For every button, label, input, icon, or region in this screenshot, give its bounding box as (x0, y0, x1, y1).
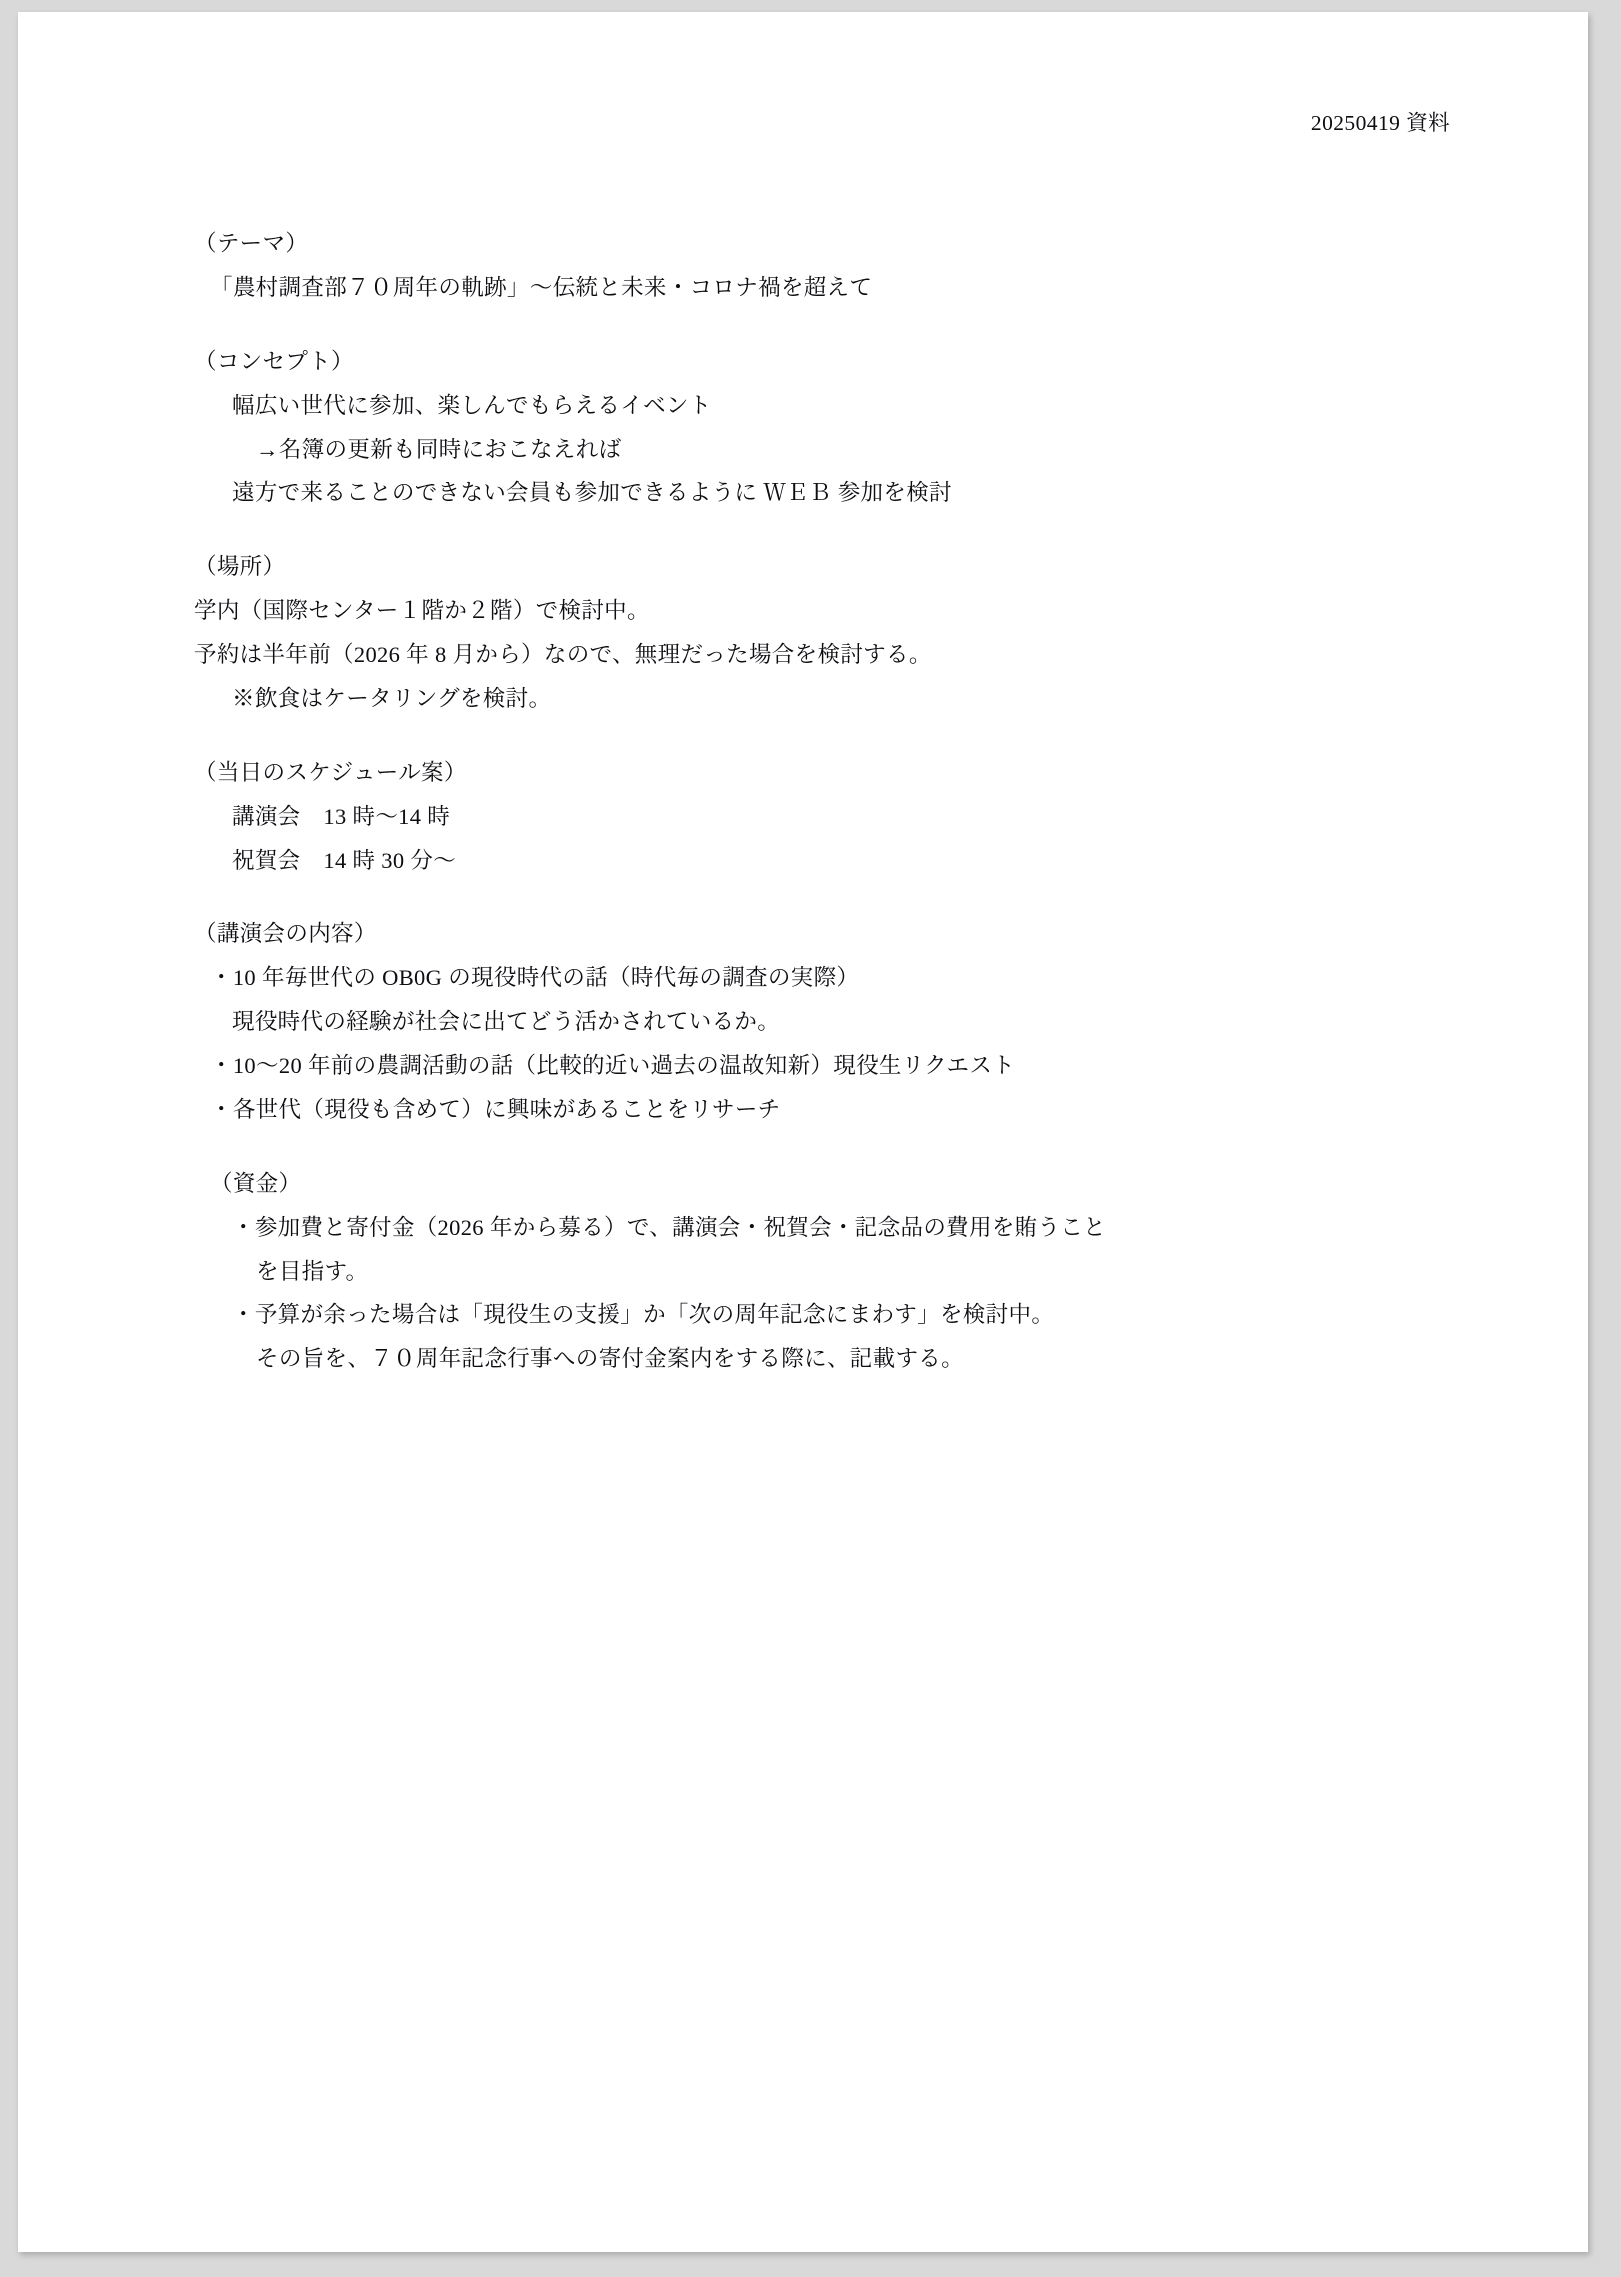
section-funding-line-1: ・参加費と寄付金（2026 年から募る）で、講演会・祝賀会・記念品の費用を賄うこと (232, 1214, 1107, 1240)
section-schedule (136, 751, 1470, 883)
section-schedule-heading: （当日のスケジュール案） (194, 759, 467, 785)
section-funding-line-4: その旨を、７０周年記念行事への寄付金案内をする際に、記載する。 (256, 1346, 964, 1372)
section-theme-heading: （テーマ） (194, 231, 309, 257)
section-concept-line-3: 遠方で来ることのできない会員も参加できるように ＷＥＢ 参加を検討 (232, 480, 952, 506)
section-concept-line-2: →名簿の更新も同時におこなえれば (256, 436, 622, 462)
section-concept (136, 340, 1470, 516)
section-theme (136, 222, 1470, 310)
section-funding (136, 1162, 1470, 1381)
section-lecture-line-2: 現役時代の経験が社会に出てどう活かされているか。 (232, 1009, 781, 1035)
section-funding-line-3: ・予算が余った場合は「現役生の支援」か「次の周年記念にまわす」を検討中。 (232, 1302, 1055, 1328)
section-concept-line-1: 幅広い世代に参加、楽しんでもらえるイベント (232, 392, 712, 418)
section-concept-heading: （コンセプト） (194, 348, 354, 374)
document-page (18, 12, 1588, 2252)
document-body (136, 222, 1470, 1381)
section-schedule-line-1: 講演会 13 時～14 時 (232, 803, 451, 829)
document-header-label: 20250419 資料 (1310, 111, 1450, 135)
section-venue (136, 545, 1470, 721)
section-venue-line-3: ※飲食はケータリングを検討。 (232, 685, 552, 711)
section-venue-line-2: 予約は半年前（2026 年 8 月から）なので、無理だった場合を検討する。 (194, 642, 932, 668)
section-lecture-line-3: ・10～20 年前の農調活動の話（比較的近い過去の温故知新）現役生リクエスト (210, 1053, 1016, 1079)
section-venue-line-1: 学内（国際センター１階か２階）で検討中。 (194, 598, 650, 624)
section-lecture-heading: （講演会の内容） (194, 921, 377, 947)
section-lecture-line-4: ・各世代（現役も含めて）に興味があることをリサーチ (210, 1096, 781, 1122)
section-venue-heading: （場所） (194, 554, 286, 580)
section-funding-heading: （資金） (210, 1170, 302, 1196)
section-lecture-content (136, 912, 1470, 1131)
document-content (18, 12, 1588, 2252)
section-funding-line-2: を目指す。 (256, 1258, 369, 1284)
section-lecture-line-1: ・10 年毎世代の OB0G の現役時代の話（時代毎の調査の実際） (210, 965, 860, 991)
section-theme-line-1: 「農村調査部７０周年の軌跡」～伝統と未来・コロナ禍を超えて (210, 274, 873, 300)
section-schedule-line-2: 祝賀会 14 時 30 分～ (232, 847, 457, 873)
